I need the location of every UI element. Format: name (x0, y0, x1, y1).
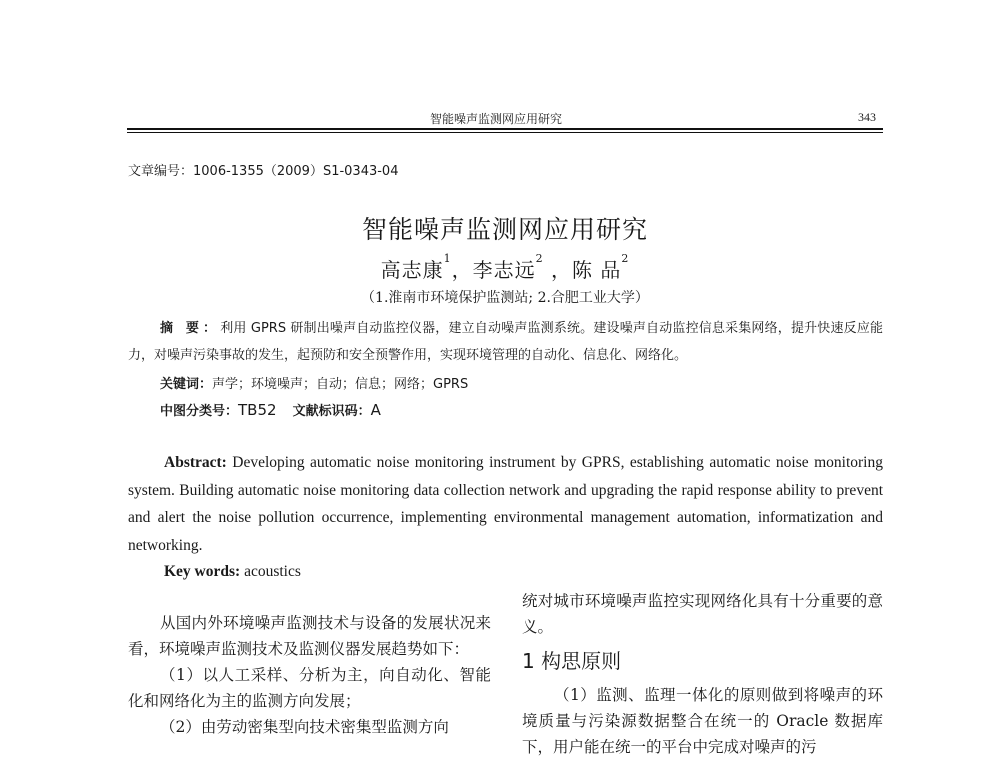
chinese-keywords-label: 关键词： (160, 377, 213, 392)
affiliation: （1.淮南市环境保护监测站; 2.合肥工业大学） (361, 290, 649, 306)
page-number: 343 (858, 110, 876, 124)
english-abstract (128, 449, 883, 559)
article-number: 文章编号：1006-1355（2009）S1-0343-04 (128, 164, 399, 179)
body-paragraph: 统对城市环境噪声监控实现网络化具有十分重要的意义。 (522, 592, 883, 636)
english-keywords (164, 563, 301, 581)
running-header-title: 智能噪声监测网应用研究 (430, 112, 563, 126)
clc-value: TB52 (238, 401, 277, 419)
doc-code-value: A (370, 401, 381, 419)
section-heading: 1 构思原则 (522, 649, 622, 673)
author-affil-sup: 1 (443, 252, 452, 265)
author-list (127, 254, 883, 283)
english-abstract-text: Developing automatic noise monitoring instrument by GPRS, establishing automatic noise monitoring system. Building automatic noise monitoring data collection network and upgrading the rapid response ability to prevent and alert the noise pollution occurrence, implementing environmental management automation, informatization and networking. (128, 454, 883, 554)
english-keywords-label: Key words: (164, 563, 241, 580)
author-separator: ， (543, 258, 572, 282)
english-abstract-label: Abstract: (164, 454, 227, 471)
author-name: 高志康 (380, 258, 444, 282)
classification-line (160, 400, 397, 419)
chinese-abstract-label: 摘 要： (160, 321, 221, 336)
header-rule-thick (127, 128, 883, 130)
author-affil-sup: 2 (535, 252, 544, 265)
body-paragraph: （1）监测、监理一体化的原则做到将噪声的环境质量与污染源数据整合在统一的 Oracle 数据库下，用户能在统一的平台中完成对噪声的污 (522, 686, 883, 756)
body-paragraph: 从国内外环境噪声监测技术与设备的发展状况来看，环境噪声监测技术及监测仪器发展趋势如下： (128, 614, 491, 658)
body-column-left (128, 610, 491, 740)
chinese-abstract-text: 利用 GPRS 研制出噪声自动监控仪器，建立自动噪声监测系统。建设噪声自动监控信息采集网络，提升快速反应能力，对噪声污染事故的发生，起预防和安全预警作用，实现环境管理的自动化、信息化、网络化。 (128, 321, 883, 363)
body-column-right (522, 588, 883, 760)
author-separator: ， (451, 258, 473, 282)
body-paragraph: （1）以人工采样、分析为主，向自动化、智能化和网络化为主的监测方向发展； (128, 666, 491, 710)
author-affil-sup: 2 (621, 252, 630, 265)
chinese-keywords (160, 373, 468, 392)
paper-title: 智能噪声监测网应用研究 (361, 215, 648, 244)
clc-label: 中图分类号： (160, 404, 239, 419)
header-rule-thin (127, 132, 883, 133)
chinese-keywords-text: 声学；环境噪声；自动；信息；网络；GPRS (212, 377, 469, 392)
chinese-abstract (128, 315, 883, 369)
doc-code-label: 文献标识码： (292, 404, 371, 419)
author-name: 李志远 (472, 258, 536, 282)
author-name: 陈 品 (572, 258, 622, 282)
body-paragraph: （2）由劳动密集型向技术密集型监测方向 (160, 718, 449, 736)
english-keywords-text: acoustics (240, 563, 301, 580)
